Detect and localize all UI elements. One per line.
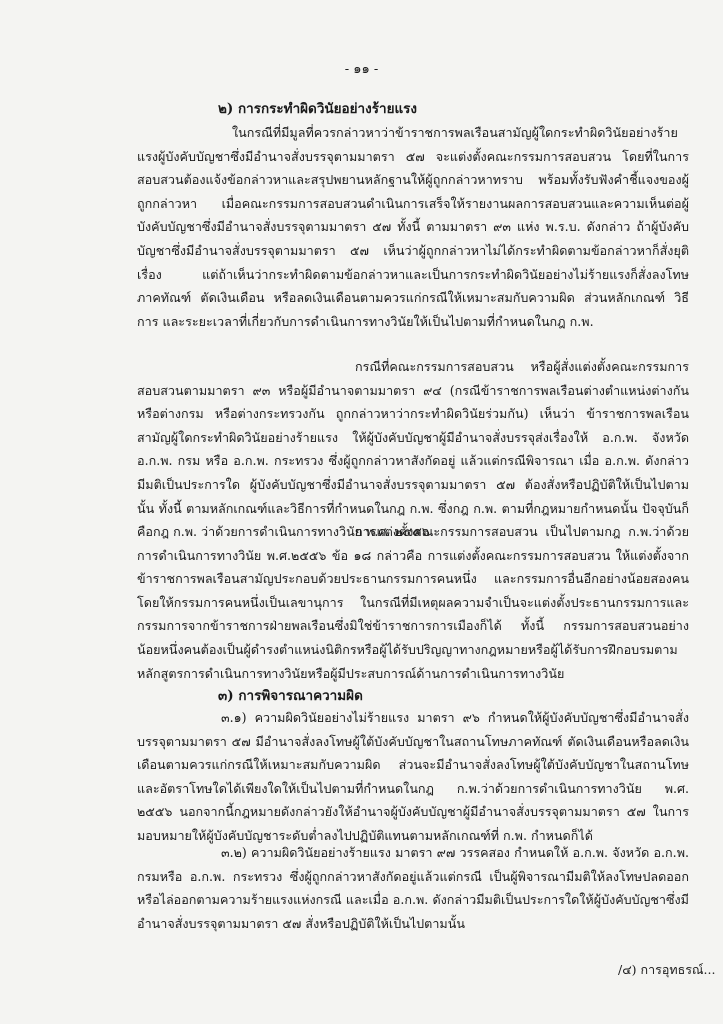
paragraph-text: ๓.๒) ความผิดวินัยอย่างร้ายแรง มาตรา ๙๗ วรรคสอง กำหนดให้ อ.ก.พ. จังหวัด อ.ก.พ. กรมหรือ อ.ก.พ. กระทรวง ซึ่งผู้ถูกกล่าวหาสังกัดอยู่แล้วแต่กรณี เป็นผู้พิจารณามีมติให้ลงโทษปลดออกหรือไล่ออกตามความร้ายแรงแห่งกรณี และเมื่อ อ.ก.พ. ดังกล่าวมีมติเป็นประการใดให้ผู้บังคับบัญชาซึ่งมีอำนาจสั่งบรรจุตามมาตรา ๕๗ สั่งหรือปฏิบัติให้เป็นไปตามนั้น (137, 845, 689, 931)
page-number: - ๑๑ - (344, 62, 379, 77)
section-2-heading: ๒) การกระทำผิดวินัยอย่างร้ายแรง (218, 101, 418, 117)
paragraph-text: ในกรณีที่มีมูลที่ควรกล่าวหาว่าข้าราชการพลเรือนสามัญผู้ใดกระทำผิดวินัยอย่างร้ายแรงผู้บังคับบัญชาซึ่งมีอำนาจสั่งบรรจุตามมาตรา ๕๗ จะแต่งตั้งคณะกรรมการสอบสวน โดยที่ในการสอบสวนต้องแจ้งข้อกล่าวหาและสรุปพยานหลักฐานให้ผู้ถูกกล่าวหาทราบ พร้อมทั้งรับฟังคำชี้แจงของผู้ถูกกล่าวหา เมื่อคณะกรรมการสอบสวนดำเนินการเสร็จให้รายงานผลการสอบสวนและความเห็นต่อผู้บังคับบัญชาซึ่งมีอำนาจสั่งบรรจุตามมาตรา ๕๗ ทั้งนี้ ตามมาตรา ๙๓ แห่ง พ.ร.บ. ดังกล่าว ถ้าผู้บังคับบัญชาซึ่งมีอำนาจสั่งบรรจุตามมาตรา ๕๗ เห็นว่าผู้ถูกกล่าวหาไม่ได้กระทำผิดตามข้อกล่าวหาก็สั่งยุติเรื่อง แต่ถ้าเห็นว่ากระทำผิดตามข้อกล่าวหาและเป็นการกระทำผิดวินัยอย่างไม่ร้ายแรงก็สั่งลงโทษภาคทัณฑ์ ตัดเงินเดือน หรือลดเงินเดือนตามควรแก่กรณีให้เหมาะสมกับความผิด ส่วนหลักเกณฑ์ วิธีการ และระยะเวลาที่เกี่ยวกับการดำเนินการทางวินัยให้เป็นไปตามที่กำหนดในกฎ ก.พ. (137, 125, 689, 329)
paragraph-text: กรณีที่คณะกรรมการสอบสวน หรือผู้สั่งแต่งตั้งคณะกรรมการสอบสวนตามมาตรา ๙๓ หรือผู้มีอำนาจตามมาตรา ๙๔ (กรณีข้าราชการพลเรือนต่างตำแหน่งต่างกัน หรือต่างกรม หรือต่างกระทรวงกัน ถูกกล่าวหาว่ากระทำผิดวินัยร่วมกัน) เห็นว่า ข้าราชการพลเรือนสามัญผู้ใดกระทำผิดวินัยอย่างร้ายแรง ให้ผู้บังคับบัญชาผู้มีอำนาจสั่งบรรจุส่งเรื่องให้ อ.ก.พ. จังหวัด อ.ก.พ. กรม หรือ อ.ก.พ. กระทรวง ซึ่งผู้ถูกกล่าวหาสังกัดอยู่ แล้วแต่กรณีพิจารณา เมื่อ อ.ก.พ. ดังกล่าว มีมติเป็นประการใด ผู้บังคับบัญชาซึ่งมีอำนาจสั่งบรรจุตามมาตรา ๕๗ ต้องสั่งหรือปฏิบัติให้เป็นไปตามนั้น ทั้งนี้ ตามหลักเกณฑ์และวิธีการที่กำหนดในกฎ ก.พ. ซึ่งกฎ ก.พ. ตามที่กฎหมายกำหนดนั้น ปัจจุบันก็คือกฎ ก.พ. ว่าด้วยการดำเนินการทางวินัย พ.ศ. ๒๕๕๖ (137, 359, 689, 540)
section-2-para-1 (137, 121, 689, 333)
paragraph-text: ๓.๑) ความผิดวินัยอย่างไม่ร้ายแรง มาตรา ๙๖ กำหนดให้ผู้บังคับบัญชาซึ่งมีอำนาจสั่งบรรจุตามมาตรา ๕๗ มีอำนาจสั่งลงโทษผู้ใต้บังคับบัญชาในสถานโทษภาคทัณฑ์ ตัดเงินเดือนหรือลดเงินเดือนตามควรแก่กรณีให้เหมาะสมกับความผิด ส่วนจะมีอำนาจสั่งลงโทษผู้ใต้บังคับบัญชาในสถานโทษและอัตราโทษใดได้เพียงใดให้เป็นไปตามที่กำหนดในกฎ ก.พ.ว่าด้วยการดำเนินการทางวินัย พ.ศ. ๒๕๕๖ นอกจากนี้กฎหมายดังกล่าวยังให้อำนาจผู้บังคับบัญชาผู้มีอำนาจสั่งบรรจุตามมาตรา ๕๗ ในการมอบหมายให้ผู้บังคับบัญชาระดับต่ำลงไปปฏิบัติแทนตามหลักเกณฑ์ที่ ก.พ. กำหนดก็ได้ (137, 710, 689, 843)
section-3-para-1 (137, 706, 689, 848)
paragraph-text: การแต่งตั้งคณะกรรมการสอบสวน เป็นไปตามกฎ ก.พ.ว่าด้วยการดำเนินการทางวินัย พ.ศ.๒๕๕๖ ข้อ ๑๘ กล่าวคือ การแต่งตั้งคณะกรรมการสอบสวน ให้แต่งตั้งจากข้าราชการพลเรือนสามัญประกอบด้วยประธานกรรมการคนหนึ่ง และกรรมการอื่นอีกอย่างน้อยสองคน โดยให้กรรมการคนหนึ่งเป็นเลขานุการ ในกรณีที่มีเหตุผลความจำเป็นจะแต่งตั้งประธานกรรมการและกรรมการจากข้าราชการฝ่ายพลเรือนซึ่งมิใช่ข้าราชการการเมืองก็ได้ ทั้งนี้ กรรมการสอบสวนอย่างน้อยหนึ่งคนต้องเป็นผู้ดำรงตำแหน่งนิติกรหรือผู้ได้รับปริญญาทางกฎหมายหรือผู้ได้รับการฝึกอบรมตามหลักสูตรการดำเนินการทางวินัยหรือผู้มีประสบการณ์ด้านการดำเนินการทางวินัย (137, 524, 689, 681)
section-3-para-2 (137, 841, 689, 935)
continuation-note: /๔) การอุทธรณ์... (618, 962, 716, 977)
section-3-heading: ๓) การพิจารณาความผิด (218, 688, 363, 704)
section-2-para-3 (137, 520, 689, 685)
section-2-para-2 (137, 355, 689, 544)
